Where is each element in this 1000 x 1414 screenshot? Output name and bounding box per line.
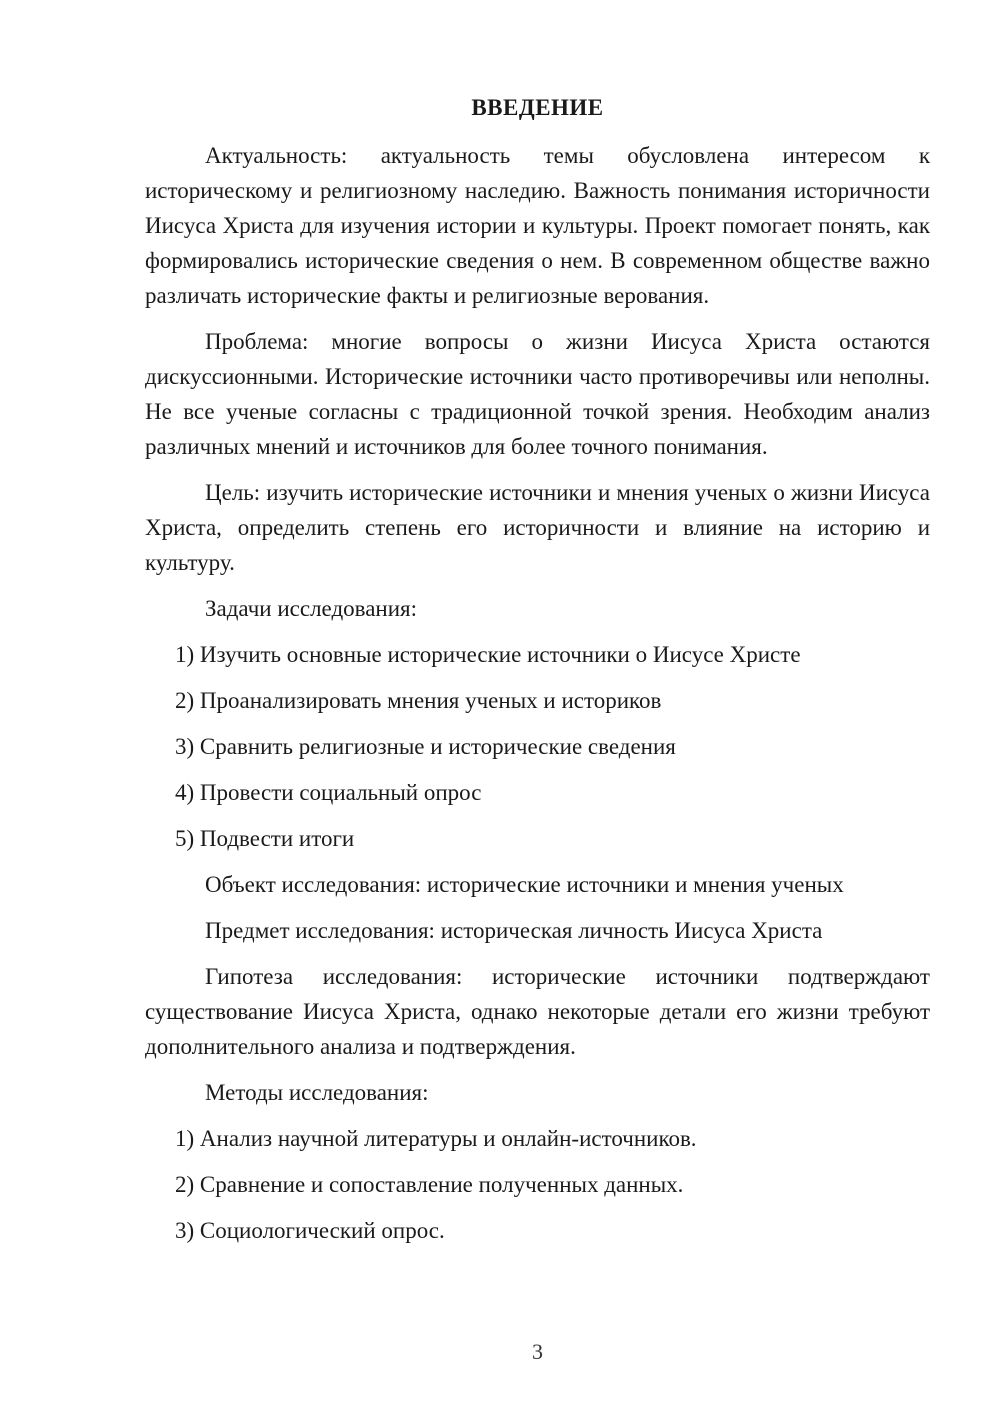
paragraph-problem: Проблема: многие вопросы о жизни Иисуса Христа остаются дискуссионными. Исторические источники часто противоречивы или неполны. Не все ученые согласны с традиционной точкой зрения. Необходим анализ различных мнений и источников для более точного понимания. — [145, 329, 930, 459]
tasks-heading: Задачи исследования: — [205, 596, 418, 621]
paragraph-relevance: Актуальность: актуальность темы обусловлена интересом к историческому и религиозному наследию. Важность понимания историчности Иисуса Христа для изучения истории и культуры. Проект помогает понять, как формировались исторические сведения о нем. В современном обществе важно различать исторические факты и религиозные верования. — [145, 143, 930, 308]
methods-heading: Методы исследования: — [205, 1080, 429, 1105]
paragraph-subject: Предмет исследования: историческая личность Иисуса Христа — [205, 918, 823, 943]
page-number: 3 — [532, 1339, 543, 1364]
paragraph-hypothesis: Гипотеза исследования: исторические источники подтверждают существование Иисуса Христа, однако некоторые детали его жизни требуют дополнительного анализа и подтверждения. — [145, 964, 930, 1059]
page-title: ВВЕДЕНИЕ — [471, 95, 604, 120]
method-list-item: 2) Сравнение и сопоставление полученных данных. — [175, 1172, 684, 1197]
task-list-item: 5) Подвести итоги — [175, 826, 355, 851]
paragraph-object: Объект исследования: исторические источники и мнения ученых — [205, 872, 844, 897]
method-list-item: 1) Анализ научной литературы и онлайн-источников. — [175, 1126, 697, 1151]
task-list-item: 4) Провести социальный опрос — [175, 780, 482, 805]
task-list-item: 2) Проанализировать мнения ученых и историков — [175, 688, 662, 713]
task-list-item: 1) Изучить основные исторические источники о Иисусе Христе — [175, 642, 801, 667]
paragraph-goal: Цель: изучить исторические источники и мнения ученых о жизни Иисуса Христа, определить степень его историчности и влияние на историю и культуру. — [145, 480, 930, 575]
task-list-item: 3) Сравнить религиозные и исторические сведения — [175, 734, 676, 759]
method-list-item: 3) Социологический опрос. — [175, 1218, 445, 1243]
